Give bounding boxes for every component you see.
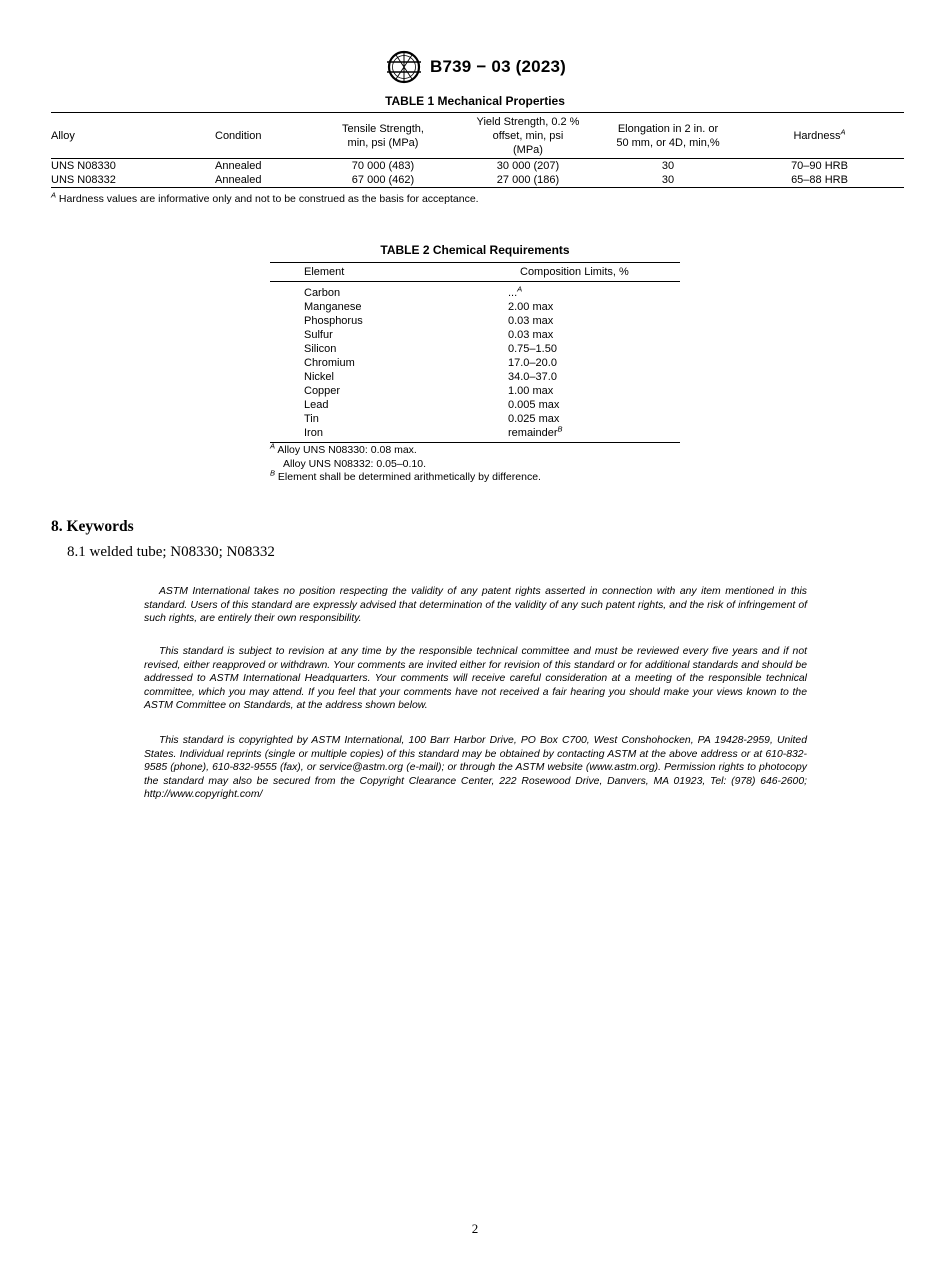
table-row bbox=[270, 328, 680, 342]
cell-elongation: 30 bbox=[661, 160, 675, 172]
table1-footnote: $^A$ Hardness values are informative only and not to be construed as the basis for acceptance. bbox=[51, 190, 479, 205]
cell-element: Tin bbox=[304, 413, 319, 425]
cell-element: Phosphorus bbox=[304, 315, 363, 327]
cell-limit: 0.025 max bbox=[508, 413, 560, 425]
table-row bbox=[270, 300, 680, 314]
standard-designation: B739 − 03 (2023) bbox=[430, 57, 566, 76]
page-number: 2 bbox=[471, 1221, 479, 1236]
col-alloy: Alloy bbox=[51, 129, 75, 142]
patent-notice: ASTM International takes no position respecting the validity of any patent rights asserted in connection with any item mentioned in this standard. Users of this standard are expressly advised that determination of the validity of any such patent rights, and the risk of infringement of such rights, are entirely their own responsibility. bbox=[144, 586, 807, 625]
table-header-row bbox=[51, 113, 904, 159]
table-row bbox=[270, 412, 680, 426]
col-composition-limits: Composition Limits, % bbox=[520, 266, 629, 278]
cell-element: Copper bbox=[304, 385, 341, 397]
cell-element: Silicon bbox=[304, 343, 337, 355]
table-row bbox=[270, 342, 680, 356]
keywords-heading: 8. Keywords bbox=[51, 518, 134, 535]
table-row bbox=[270, 370, 680, 384]
cell-element: Chromium bbox=[304, 357, 355, 369]
cell-element: Nickel bbox=[304, 371, 334, 383]
table-row bbox=[51, 159, 904, 174]
table2-footnotes bbox=[270, 441, 541, 485]
document-header bbox=[0, 50, 950, 84]
col-tensile-strength: Tensile Strength, min, psi (MPa) bbox=[342, 122, 424, 149]
cell-limit: 34.0–37.0 bbox=[508, 371, 557, 383]
cell-tensile: 67 000 (462) bbox=[351, 174, 415, 186]
table-row bbox=[270, 314, 680, 328]
cell-limit: 0.03 max bbox=[508, 315, 554, 327]
table-row bbox=[270, 384, 680, 398]
col-element: Element bbox=[304, 266, 345, 278]
cell-limit: 0.005 max bbox=[508, 399, 560, 411]
chemical-requirements-table bbox=[270, 262, 680, 443]
keywords-text: 8.1 welded tube; N08330; N08332 bbox=[67, 544, 275, 560]
cell-alloy: UNS N08330 bbox=[51, 160, 116, 172]
table-row bbox=[270, 426, 680, 443]
cell-elongation: 30 bbox=[661, 174, 675, 186]
cell-element: Lead bbox=[304, 399, 329, 411]
cell-alloy: UNS N08332 bbox=[51, 174, 116, 186]
cell-element: Iron bbox=[304, 427, 323, 439]
cell-limit: 0.03 max bbox=[508, 329, 554, 341]
table-row bbox=[51, 173, 904, 188]
cell-limit: 17.0–20.0 bbox=[508, 357, 557, 369]
footnote-a: $^A$ Alloy UNS N08330: 0.08 max. bbox=[270, 441, 417, 456]
cell-condition: Annealed bbox=[215, 160, 262, 172]
footnote-a-continued: Alloy UNS N08332: 0.05–0.10. bbox=[283, 457, 427, 470]
cell-element: Carbon bbox=[304, 287, 341, 299]
table-row bbox=[270, 398, 680, 412]
cell-limit: ...$^A$ bbox=[508, 284, 523, 299]
cell-limit: 1.00 max bbox=[508, 385, 554, 397]
col-hardness: Hardness$^A$ bbox=[793, 126, 846, 142]
table2-title: TABLE 2 Chemical Requirements bbox=[380, 243, 570, 257]
table-header-row bbox=[270, 263, 680, 282]
cell-condition: Annealed bbox=[215, 174, 262, 186]
cell-element: Manganese bbox=[304, 301, 362, 313]
table1-title: TABLE 1 Mechanical Properties bbox=[385, 94, 565, 108]
col-condition: Condition bbox=[215, 129, 262, 142]
cell-element: Sulfur bbox=[304, 329, 333, 341]
cell-limit: 0.75–1.50 bbox=[508, 343, 557, 355]
cell-yield: 30 000 (207) bbox=[496, 160, 560, 172]
cell-limit: remainder$^B$ bbox=[508, 424, 563, 439]
cell-tensile: 70 000 (483) bbox=[351, 160, 415, 172]
copyright-notice: This standard is copyrighted by ASTM International, 100 Barr Harbor Drive, PO Box C700, West Conshohocken, PA 19428-2959, United States. Individual reprints (single or multiple copies) of this standard may be obtained by contacting ASTM at the above address or at 610-832-9585 (phone), 610-832-9555 (fax), or service@astm.org (e-mail); or through the ASTM website (www.astm.org). Permission rights to photocopy the standard may also be secured from the Copyright Clearance Center, 222 Rosewood Drive, Danvers, MA 01923, Tel: (978) 646-2600; http://www.copyright.com/ bbox=[144, 735, 807, 801]
mechanical-properties-table bbox=[51, 112, 904, 188]
cell-hardness: 65–88 HRB bbox=[791, 174, 848, 186]
cell-hardness: 70–90 HRB bbox=[791, 160, 848, 172]
table-row bbox=[270, 356, 680, 370]
table-row bbox=[270, 282, 680, 301]
col-yield-strength: Yield Strength, 0.2 % offset, min, psi (MPa) bbox=[476, 115, 580, 156]
col-elongation: Elongation in 2 in. or 50 mm, or 4D, min,% bbox=[616, 122, 720, 149]
footnote-b: $^B$ Element shall be determined arithmetically by difference. bbox=[270, 468, 541, 483]
astm-logo-icon bbox=[384, 50, 424, 84]
cell-yield: 27 000 (186) bbox=[496, 174, 560, 186]
revision-notice: This standard is subject to revision at any time by the responsible technical committee and must be reviewed every five years and if not revised, either reapproved or withdrawn. Your comments are invited either for revision of this standard or for additional standards and should be addressed to ASTM International Headquarters. Your comments will receive careful consideration at a meeting of the responsible technical committee, which you may attend. If you feel that your comments have not received a fair hearing you should make your views known to the ASTM Committee on Standards, at the address shown below. bbox=[144, 646, 807, 712]
cell-limit: 2.00 max bbox=[508, 301, 554, 313]
